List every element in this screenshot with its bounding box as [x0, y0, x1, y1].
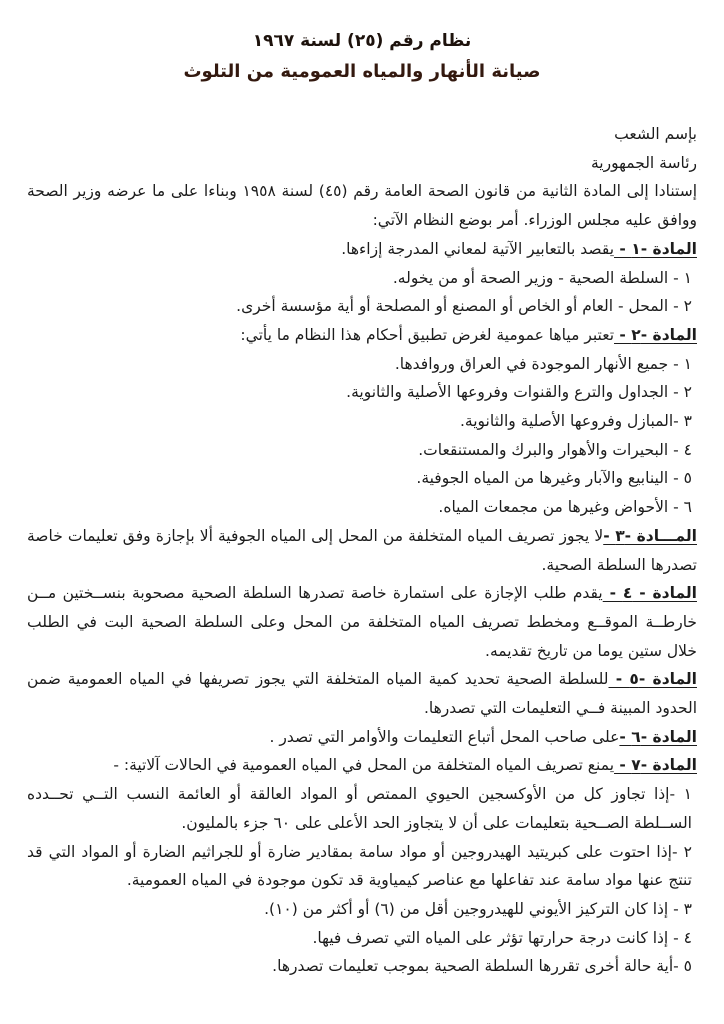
article-4-heading: المادة - ٤ -: [602, 584, 697, 603]
article-1-item-2: ٢ - المحل - العام أو الخاص أو المصنع أو المصلحة أو أية مؤسسة أخرى.: [236, 297, 692, 316]
article-7-item-3: ٣ - إذا كان التركيز الأيوني للهيدروجين أقل من (٦) أو أكثر من (١٠).: [264, 899, 692, 918]
article-1-heading: المادة -١ -: [614, 239, 697, 258]
article-1-text: يقصد بالتعابير الآتية لمعاني المدرجة إزاءها.: [341, 239, 615, 258]
article-5-text: للسلطة الصحية تحديد كمية المياه المتخلفة التي يجوز تصريفها في المياه العمومية ضمن الحدود المبينة فــي التعليمات التي تصدرها.: [27, 670, 697, 718]
article-5: [27, 665, 697, 722]
preamble-in-the-name: بإسم الشعب: [614, 125, 697, 143]
article-7-item-4: ٤ - إذا كانت درجة حرارتها تؤثر على المياه التي تصرف فيها.: [312, 928, 692, 947]
article-7-item-5: ٥ -أية حالة أخرى تقررها السلطة الصحية بموجب تعليمات تصدرها.: [272, 957, 692, 976]
article-4: [27, 579, 697, 665]
article-3-text: لا يجوز تصريف المياه المتخلفة من المحل إلى المياه الجوفية ألا بإجازة وفق تعليمات خاصة تصدرها السلطة الصحية.: [27, 526, 697, 574]
article-2-item-2: ٢ - الجداول والترع والقنوات وفروعها الأصلية والثانوية.: [346, 383, 692, 402]
article-2-text: تعتبر مياها عمومية لغرض تطبيق أحكام هذا النظام ما يأتي:: [240, 325, 615, 344]
article-2-item-3: ٣ -المبازل وفروعها الأصلية والثانوية.: [459, 412, 692, 431]
title-regulation-subject: صيانة الأنهار والمياه العمومية من التلوث: [183, 61, 541, 82]
article-3-heading: المـــادة -٣ -: [603, 526, 697, 545]
article-2-heading: المادة -٢ -: [614, 325, 697, 344]
article-7-text: يمنع تصريف المياه المتخلفة من المحل في المياه العمومية في الحالات آلاتية: -: [113, 756, 615, 775]
title-regulation-number: نظام رقم (٢٥) لسنة ١٩٦٧: [252, 31, 472, 51]
article-2-item-1: ١ - جميع الأنهار الموجودة في العراق وروافدها.: [394, 354, 692, 373]
article-2-item-6: ٦ - الأحواض وغيرها من مجمعات المياه.: [438, 498, 692, 517]
article-2-item-4: ٤ - البحيرات والأهوار والبرك والمستنقعات.: [418, 440, 692, 459]
document-body: [27, 120, 697, 981]
preamble-paragraph: إستنادا إلى المادة الثانية من قانون الصحة العامة رقم (٤٥) لسنة ١٩٥٨ وبناءا على ما عرضه وزير الصحة ووافق عليه مجلس الوزراء. أمر بوضع النظام الآتي:: [27, 182, 697, 230]
article-7-item-1: ١ -إذا تجاوز كل من الأوكسجين الحيوي الممتص أو المواد العالقة أو العائمة النسب التــي تحــدده الســلطة الصــحية بتعليمات على أن لا يتجاوز الحد الأعلى على ٦٠ جزء بالمليون.: [27, 785, 692, 832]
article-6: [27, 723, 697, 752]
article-5-heading: المادة -٥ -: [608, 670, 697, 689]
document-title: [27, 26, 697, 88]
article-7-item-2: ٢ -إذا احتوت على كبريتيد الهيدروجين أو مواد سامة بمقادير ضارة أو للجراثيم الضارة أو المواد التي قد تنتج عنها مواد سامة عند تفاعلها مع عناصر كيمياوية قد تكون موجودة في المياه العمومية.: [27, 842, 692, 890]
article-3: [27, 522, 697, 579]
article-1: [27, 235, 697, 264]
article-7: [27, 751, 697, 780]
article-2: [27, 321, 697, 350]
preamble-presidency: رئاسة الجمهورية: [590, 153, 697, 172]
article-7-heading: المادة -٧ -: [614, 756, 697, 775]
article-2-item-5: ٥ - الينابيع والآبار وغيرها من المياه الجوفية.: [416, 469, 692, 488]
article-6-text: على صاحب المحل أتباع التعليمات والأوامر التي تصدر .: [269, 727, 620, 746]
article-1-item-1: ١ - السلطة الصحية - وزير الصحة أو من يخوله.: [392, 268, 692, 287]
article-4-text: يقدم طلب الإجازة على استمارة خاصة تصدرها السلطة الصحية مصحوبة بنســختين مــن خارطــة الموقــع ومخطط تصريف المياه المتخلفة من المحل وعلى السلطة الصحية البت في الطلب خلال ستين يوما من تاريخ تقديمه.: [27, 584, 697, 660]
article-6-heading: المادة -٦ -: [619, 727, 697, 746]
